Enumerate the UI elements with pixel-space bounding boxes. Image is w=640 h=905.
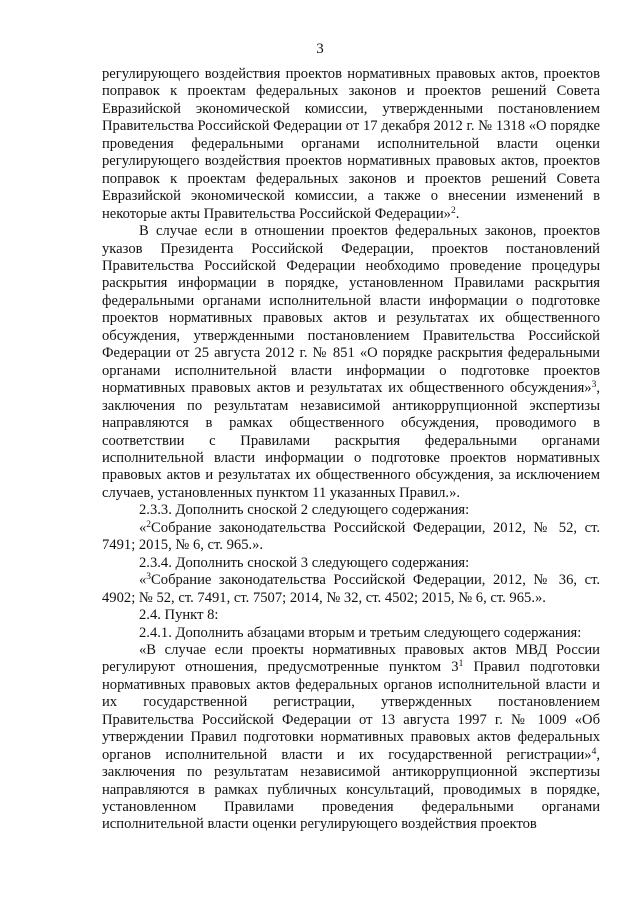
paragraph-item-2-3-4	[102, 555, 600, 572]
paragraph-text: 2.4. Пункт 8:	[139, 607, 219, 624]
paragraph-continuation	[102, 66, 600, 223]
paragraph-footnote-3	[102, 572, 600, 607]
paragraph-item-2-3-3	[102, 502, 600, 519]
footnote-ref: 2	[450, 205, 456, 216]
paragraph-text: 2.4.1. Дополнить абзацами вторым и третьим следующего содержания:	[139, 624, 582, 641]
paragraph-text: 2.3.3. Дополнить сноской 2 следующего содержания:	[139, 502, 470, 519]
paragraph-text: Собрание законодательства Российской Федерации, 2012, № 36, ст. 4902; № 52, ст. 7491, ст. 7507; 2014, № 32, ст. 4502; 2015, № 6, ст. 965.».	[102, 572, 600, 606]
paragraph-text: «В случае если проекты нормативных правовых актов МВД России регулируют отношения, предусмотренные пунктом 3	[102, 641, 600, 676]
quote-mark: «	[139, 519, 147, 536]
paragraph-tail: , заключения по результатам независимой антикоррупционной экспертизы направляются в рамках публичных консультаций, проводимых в порядке, установленном Правилами проведения федеральными органами исполнительной власти оценки регулирующего воздействия проектов	[102, 746, 600, 833]
paragraph-tail: .	[455, 205, 460, 222]
footnote-ref: 4	[591, 746, 597, 757]
paragraph-text: В случае если в отношении проектов федеральных законов, проектов указов Президента Российской Федерации, проектов постановлений Правительства Российской Федерации необходимо проведение процедуры раскрытия информации в порядке, установленном Правилами раскрытия федеральными органами исполнительной власти информации о подготовке проектов нормативных правовых актов и результатах их общественного обсуждения, утвержденными постановлением Правительства Российской Федерации от 25 августа 2012 г. № 851 «О порядке раскрытия федеральными органами исполнительной власти информации о подготовке проектов нормативных правовых актов и результатах их общественного обсуждения»	[102, 223, 600, 397]
paragraph-tail: , заключения по результатам независимой антикоррупционной экспертизы направляются в рамках общественного обсуждения, проводимого в соответствии с Правилами раскрытия федеральными органами исполнительной власти информации о подготовке проектов нормативных правовых актов и результатах их общественного обсуждения, за исключением случаев, установленных пунктом 11 указанных Правил.».	[102, 380, 600, 501]
document-body	[102, 66, 600, 834]
paragraph-item-2-4	[102, 607, 600, 624]
paragraph-text: 2.3.4. Дополнить сноской 3 следующего содержания:	[139, 554, 470, 571]
footnote-ref: 3	[591, 380, 597, 391]
quote-mark: «	[139, 572, 147, 589]
paragraph-mvd-projects	[102, 642, 600, 834]
footnote-ref: 2	[146, 519, 152, 530]
paragraph-item-2-4-1	[102, 625, 600, 642]
paragraph-disclosure	[102, 223, 600, 502]
paragraph-footnote-2	[102, 520, 600, 555]
paragraph-tail: Правил подготовки нормативных правовых актов федеральных органов исполнительной власти и их государственной регистрации, утвержденных постановлением Правительства Российской Федерации от 13 августа 1997 г. № 1009 «Об утверждении Правил подготовки нормативных правовых актов федеральных органов исполнительной власти и их государственной регистрации»	[102, 659, 600, 763]
page-number: 3	[316, 41, 324, 57]
paragraph-text: регулирующего воздействия проектов нормативных правовых актов, проектов поправок к проектам федеральных законов и проектов решений Совета Евразийской экономической комиссии, утвержденными постановлением Правительства Российской Федерации от 17 декабря 2012 г. № 1318 «О порядке проведения федеральными органами исполнительной власти оценки регулирующего воздействия проектов нормативных правовых актов, проектов поправок к проектам федеральных законов и проектов решений Совета Евразийской экономической комиссии, а также о внесении изменений в некоторые акты Правительства Российской Федерации»	[102, 66, 600, 222]
paragraph-text: Собрание законодательства Российской Федерации, 2012, № 52, ст. 7491; 2015, № 6, ст. 965.».	[102, 519, 600, 554]
footnote-ref: 1	[458, 659, 464, 670]
footnote-ref: 3	[146, 572, 152, 583]
